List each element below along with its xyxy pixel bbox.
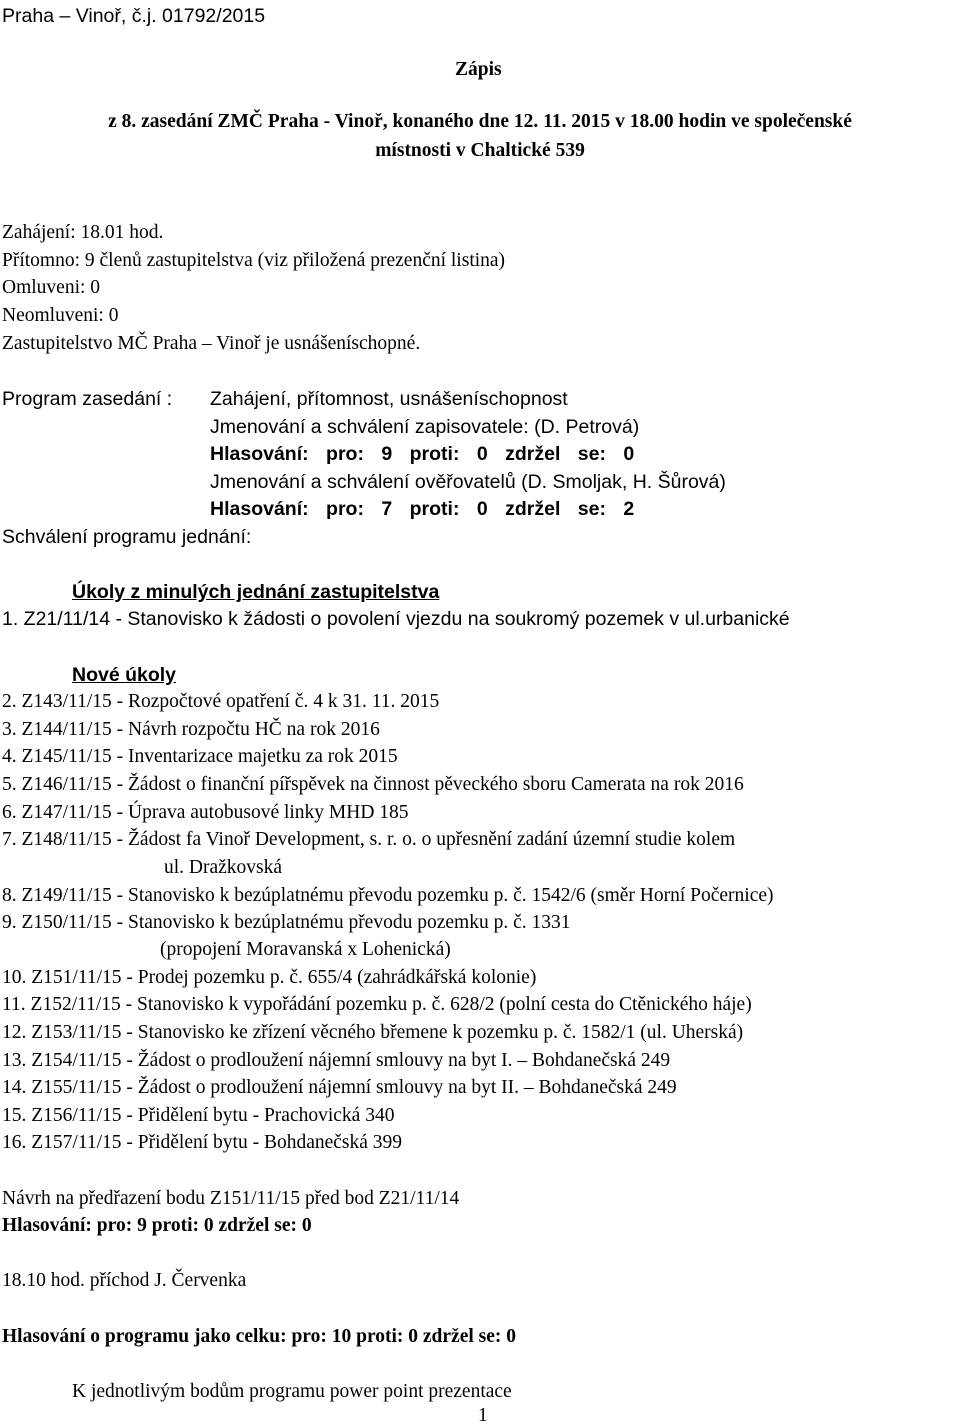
quorum-statement: Zastupitelstvo MČ Praha – Vinoř je usnášeníschopné. <box>2 333 421 354</box>
new-tasks-heading: Nové úkoly <box>72 664 177 686</box>
program-approval: Schválení programu jednání: <box>2 526 252 548</box>
vote-recorder: Hlasování: pro: 9 proti: 0 zdržel se: 0 <box>210 443 635 465</box>
task-item: 14. Z155/11/15 - Žádost o prodloužení nájemní smlouvy na byt II. – Bohdanečská 249 <box>2 1077 677 1098</box>
proposal: Návrh na předřazení bodu Z151/11/15 před bod Z21/11/14 <box>2 1188 460 1209</box>
task-item: 16. Z157/11/15 - Přidělení bytu - Bohdanečská 399 <box>2 1132 403 1153</box>
task-item: 6. Z147/11/15 - Úprava autobusové linky MHD 185 <box>2 802 409 823</box>
subtitle-line-2: místnosti v Chaltické 539 <box>375 140 585 161</box>
program-label: Program zasedání : <box>2 388 173 410</box>
task-item: 5. Z146/11/15 - Žádost o finanční pířspěvek na činnost pěveckého sboru Camerata na rok 2016 <box>2 774 744 795</box>
previous-task-item: 1. Z21/11/14 - Stanovisko k žádosti o povolení vjezdu na soukromý pozemek v ul.urbanické <box>2 608 790 630</box>
task-item: 15. Z156/11/15 - Přidělení bytu - Prachovická 340 <box>2 1105 395 1126</box>
task-item: 4. Z145/11/15 - Inventarizace majetku za rok 2015 <box>2 746 398 767</box>
opening-time: Zahájení: 18.01 hod. <box>2 222 164 243</box>
program-item-2: Jmenování a schválení zapisovatele: (D. Petrová) <box>210 416 640 438</box>
task-item: 12. Z153/11/15 - Stanovisko ke zřízení věcného břemene k pozemku p. č. 1582/1 (ul. Uherská) <box>2 1022 744 1043</box>
program-item-1: Zahájení, přítomnost, usnášeníschopnost <box>210 388 568 410</box>
previous-tasks-heading: Úkoly z minulých jednání zastupitelstva <box>72 581 440 603</box>
task-item: 13. Z154/11/15 - Žádost o prodloužení nájemní smlouvy na byt I. – Bohdanečská 249 <box>2 1050 671 1071</box>
document-title: Zápis <box>455 59 502 80</box>
task-item: 9. Z150/11/15 - Stanovisko k bezúplatnému převodu pozemku p. č. 1331 <box>2 912 571 933</box>
task-item-continuation: ul. Dražkovská <box>164 857 283 878</box>
vote-verifiers: Hlasování: pro: 7 proti: 0 zdržel se: 2 <box>210 498 635 520</box>
proposal-vote: Hlasování: pro: 9 proti: 0 zdržel se: 0 <box>2 1215 312 1236</box>
task-item: 8. Z149/11/15 - Stanovisko k bezúplatnému převodu pozemku p. č. 1542/6 (směr Horní Počernice) <box>2 885 774 906</box>
task-item: 7. Z148/11/15 - Žádost fa Vinoř Development, s. r. o. o upřesnění zadání územní studie kolem <box>2 829 736 850</box>
presentation-note: K jednotlivým bodům programu power point prezentace <box>72 1381 512 1402</box>
reference-header: Praha – Vinoř, č.j. 01792/2015 <box>2 5 266 27</box>
unexcused: Neomluveni: 0 <box>2 305 119 326</box>
subtitle-line-1: z 8. zasedání ZMČ Praha - Vinoř, konaného dne 12. 11. 2015 v 18.00 hodin ve společenské <box>108 111 852 132</box>
arrival-note: 18.10 hod. příchod J. Červenka <box>2 1270 247 1291</box>
excused: Omluveni: 0 <box>2 277 101 298</box>
task-item: 3. Z144/11/15 - Návrh rozpočtu HČ na rok 2016 <box>2 719 380 740</box>
task-item: 2. Z143/11/15 - Rozpočtové opatření č. 4 k 31. 11. 2015 <box>2 691 440 712</box>
task-item: 11. Z152/11/15 - Stanovisko k vypořádání pozemku p. č. 628/2 (polní cesta do Ctěnického háje) <box>2 994 752 1015</box>
program-item-3: Jmenování a schválení ověřovatelů (D. Smoljak, H. Šůrová) <box>210 471 726 493</box>
task-item-continuation: (propojení Moravanská x Lohenická) <box>160 939 451 960</box>
attendance: Přítomno: 9 členů zastupitelstva (viz přiložená prezenční listina) <box>2 250 506 271</box>
program-vote: Hlasování o programu jako celku: pro: 10 proti: 0 zdržel se: 0 <box>2 1326 517 1347</box>
page-number: 1 <box>478 1405 488 1426</box>
task-item: 10. Z151/11/15 - Prodej pozemku p. č. 655/4 (zahrádkářská kolonie) <box>2 967 537 988</box>
